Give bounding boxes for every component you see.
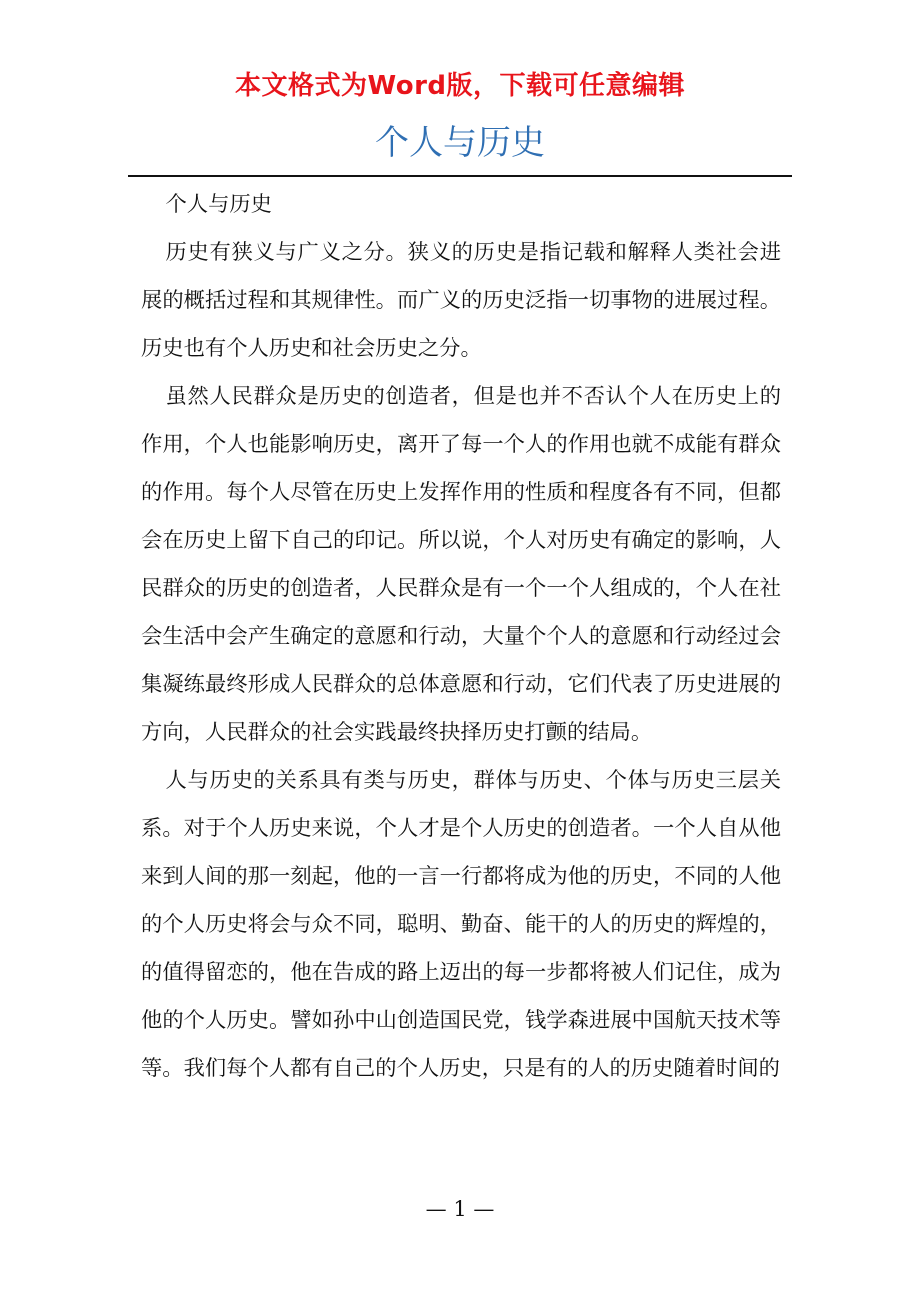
body-paragraph: 虽然人民群众是历史的创造者，但是也并不否认个人在历史上的作用，个人也能影响历史，离开了每一个人的作用也就不成能有群众的作用。每个人尽管在历史上发挥作用的性质和程度各有不同，但都会在历史上留下自己的印记。所以说，个人对历史有确定的影响，人民群众的历史的创造者，人民群众是有一个一个人组成的，个人在社会生活中会产生确定的意愿和行动，大量个个人的意愿和行动经过会集凝练最终形成人民群众的总体意愿和行动，它们代表了历史进展的方向，人民群众的社会实践最终抉择历史打颤的结局。 (141, 384, 781, 745)
document-title: 个人与历史 (375, 123, 545, 163)
body-paragraph: 历史有狭义与广义之分。狭义的历史是指记载和解释人类社会进展的概括过程和其规律性。而广义的历史泛指一切事物的进展过程。历史也有个人历史和社会历史之分。 (141, 240, 781, 361)
body-paragraph-heading: 个人与历史 (165, 192, 272, 217)
page-number: — 1 — (425, 1197, 495, 1221)
header-divider (128, 175, 792, 177)
document-body (141, 181, 781, 1093)
format-notice-banner: 本文格式为Word版，下载可任意编辑 (234, 71, 686, 101)
body-paragraph: 人与历史的关系具有类与历史，群体与历史、个体与历史三层关系。对于个人历史来说，个人才是个人历史的创造者。一个人自从他来到人间的那一刻起，他的一言一行都将成为他的历史，不同的人他的个人历史将会与众不同，聪明、勤奋、能干的人的历史的辉煌的，的值得留恋的，他在告成的路上迈出的每一步都将被人们记住，成为他的个人历史。譬如孙中山创造国民党，钱学森进展中国航天技术等等。我们每个人都有自己的个人历史，只是有的人的历史随着时间的 (141, 768, 781, 1081)
